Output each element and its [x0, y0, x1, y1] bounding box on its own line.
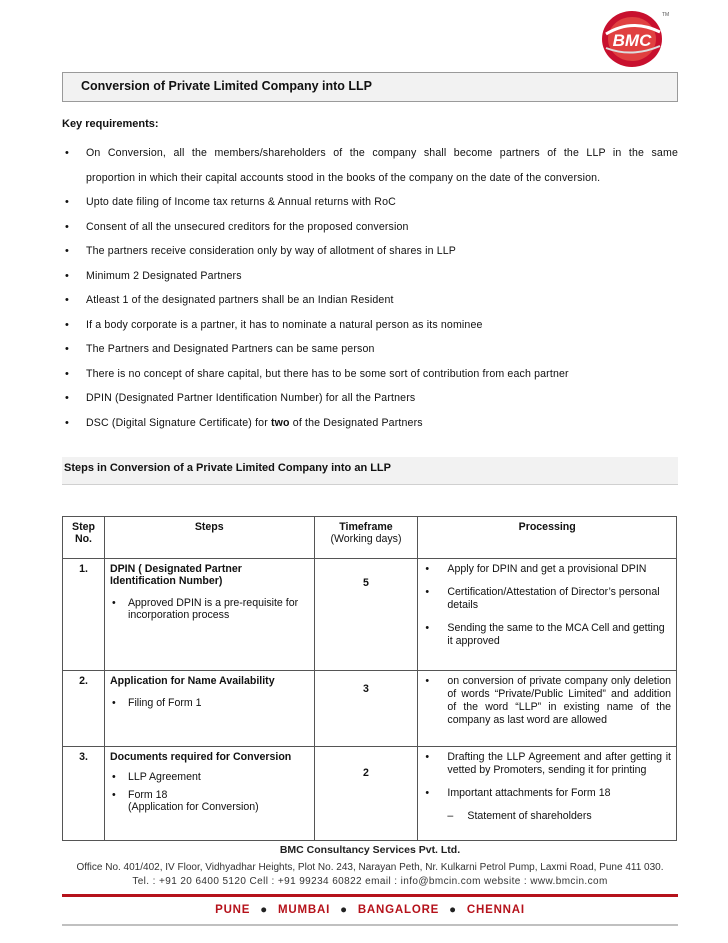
bmc-logo-icon [598, 6, 668, 70]
timeframe-sub: (Working days) [330, 533, 402, 545]
table-header-row [63, 517, 677, 559]
step-number: 1. [63, 559, 105, 671]
footer-company: BMC Consultancy Services Pvt. Ltd. [279, 844, 461, 856]
step-bullet: • LLP Agreement [110, 771, 309, 783]
header-timeframe [314, 517, 418, 559]
step-bullet: • Approved DPIN is a pre-requisite for incorporation process [110, 597, 309, 621]
timeframe-label: Timeframe [339, 521, 393, 533]
processing-item: • Important attachments for Form 18 [423, 787, 671, 800]
list-item: • Consent of all the unsecured creditors for the proposed conversion [62, 215, 678, 240]
list-item: • On Conversion, all the members/shareholders of the company shall become partners of the LLP in the same [62, 141, 678, 166]
city-bangalore: BANGALORE [357, 904, 440, 916]
processing-subitem: – Statement of shareholders [423, 810, 671, 822]
list-item: • DPIN (Designated Partner Identification Number) for all the Partners [62, 386, 678, 411]
steps-section-heading [62, 457, 678, 485]
step-bullet: • Filing of Form 1 [110, 697, 309, 709]
header-step-no: Step No. [63, 517, 105, 559]
city-pune: PUNE [215, 904, 251, 916]
page-title: Conversion of Private Limited Company into LLP [81, 79, 373, 93]
header-steps: Steps [104, 517, 314, 559]
timeframe-cell [314, 671, 418, 747]
dsc-prefix: DSC (Digital Signature Certificate) for [86, 416, 271, 429]
step-cell [104, 559, 314, 671]
step-title: Application for Name Availability [109, 675, 275, 687]
list-item: • If a body corporate is a partner, it has to nominate a natural person as its nominee [62, 313, 678, 338]
table-row [63, 559, 677, 671]
logo-text: BMC [612, 31, 652, 50]
list-item: • Upto date filing of Income tax returns & Annual returns with RoC [62, 190, 678, 215]
timeframe-cell [314, 559, 418, 671]
steps-table [62, 516, 677, 841]
step-bullet: • Form 18 [110, 789, 309, 801]
bullet-separator: ● [340, 904, 348, 916]
step-cell [104, 747, 314, 841]
table-row [63, 671, 677, 747]
list-item: • There is no concept of share capital, but there has to be some sort of contribution from each partner [62, 362, 678, 387]
processing-item: • Certification/Attestation of Director’s personal details [423, 586, 671, 612]
footer-contact: Tel. : +91 20 6400 5120 Cell : +91 99234 60822 email : info@bmcin.com website : www.bmcin.com [132, 876, 608, 887]
footer-bottom-rule [62, 924, 678, 926]
key-requirements-heading: Key requirements: [62, 118, 159, 130]
dsc-suffix: of the Designated Partners [289, 416, 423, 429]
footer-cities [62, 904, 678, 916]
timeframe-value: 2 [363, 767, 369, 779]
timeframe-value: 3 [363, 683, 369, 695]
processing-item: • on conversion of private company only deletion of words “Private/Public Limited” and addition of the word “LLP” in existing name of the company as last word are allowed [423, 675, 671, 727]
step-number: 3. [63, 747, 105, 841]
step-bullet-continuation: (Application for Conversion) [127, 801, 259, 813]
list-item-dsc [62, 411, 678, 436]
table-row [63, 747, 677, 841]
bmc-logo [598, 6, 668, 70]
title-banner [62, 72, 678, 102]
header-processing: Processing [418, 517, 677, 559]
step-cell [104, 671, 314, 747]
list-item: • Atleast 1 of the designated partners shall be an Indian Resident [62, 288, 678, 313]
bullet-separator: ● [449, 904, 457, 916]
footer-address: Office No. 401/402, IV Floor, Vidhyadhar Heights, Plot No. 243, Narayan Peth, Nr. Kulkarni Petrol Pump, Laxmi Road, Pune 411 030. [76, 862, 664, 873]
logo-tm: TM [662, 12, 670, 18]
letterhead-footer [62, 836, 678, 936]
step-title: DPIN ( Designated Partner Identification Number) [109, 563, 242, 587]
list-item-continuation [62, 166, 678, 191]
key-requirements-list [62, 141, 678, 435]
processing-cell [418, 559, 677, 671]
list-item: • Minimum 2 Designated Partners [62, 264, 678, 289]
footer-divider [62, 894, 678, 897]
steps-heading-text: Steps in Conversion of a Private Limited Company into an LLP [64, 462, 391, 474]
processing-cell [418, 671, 677, 747]
processing-item: • Sending the same to the MCA Cell and getting it approved [423, 622, 671, 648]
list-item: • The Partners and Designated Partners can be same person [62, 337, 678, 362]
processing-item: • Drafting the LLP Agreement and after getting it vetted by Promoters, sending it for printing [423, 751, 671, 777]
step-number: 2. [63, 671, 105, 747]
timeframe-cell [314, 747, 418, 841]
city-chennai: CHENNAI [466, 904, 525, 916]
list-item: • The partners receive consideration only by way of allotment of shares in LLP [62, 239, 678, 264]
processing-cell [418, 747, 677, 841]
dsc-bold: two [270, 416, 290, 429]
step-title: Documents required for Conversion [109, 751, 292, 763]
list-item-text: proportion in which their capital accounts stood in the books of the company on the date of the conversion. [86, 171, 601, 184]
bullet-separator: ● [260, 904, 268, 916]
processing-item: • Apply for DPIN and get a provisional DPIN [423, 563, 671, 576]
timeframe-value: 5 [363, 577, 369, 589]
city-mumbai: MUMBAI [278, 904, 331, 916]
